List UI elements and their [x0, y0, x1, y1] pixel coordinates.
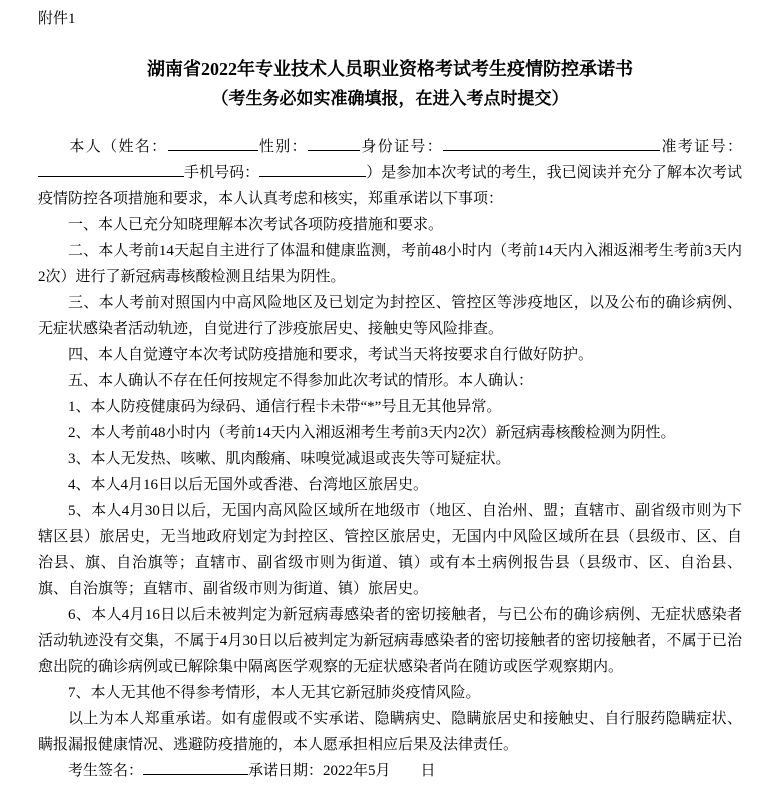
commitment-item-3: 三、本人考前对照国内中高风险地区及已划定为封控区、管控区等涉疫地区，以及公布的确诊病例、无症状感染者活动轨迹，自觉进行了涉疫旅居史、接触史等风险排查。	[38, 295, 742, 337]
phone-label: 手机号码：	[184, 165, 260, 181]
signature-line	[38, 758, 742, 784]
intro-text: ）是参加本次考试的考生，我已阅读并充分了解本次考试疫情防控各项措施和要求，本人认真考虑和核实，郑重承诺以下事项：	[38, 165, 742, 207]
commitment-item-4: 四、本人自觉遵守本次考试防疫措施和要求，考试当天将按要求自行做好防护。	[68, 347, 594, 363]
confirmation-item-2: 2、本人考前48小时内（考前14天内入湘返湘考生考前3天内2次）新冠病毒核酸检测为阴性。	[68, 425, 676, 441]
admission-ticket-label: 准考证号：	[660, 139, 742, 155]
commitment-item-5: 五、本人确认不存在任何按规定不得参加此次考试的情形。本人确认：	[68, 373, 534, 389]
name-label: 本人（姓名：	[68, 139, 168, 155]
signature-blank-field	[143, 759, 248, 775]
document-subtitle: （考生务必如实准确填报，在进入考点时提交）	[211, 89, 569, 108]
gender-label: 性别：	[257, 139, 308, 155]
phone-blank-field	[259, 161, 366, 177]
signature-label: 考生签名：	[68, 763, 144, 779]
intro-paragraph	[38, 134, 742, 212]
gender-blank-field	[308, 135, 360, 151]
confirmation-item-5: 5、本人4月30日以后，无国内高风险区域所在地级市（地区、自治州、盟；直辖市、副省级市则为下辖区县）旅居史，无当地政府划定为封控区、管控区旅居史，无国内中风险区域所在县（县级市、区、自治县、旗、自治旗等；直辖市、副省级市则为街道、镇）或有本土病例报告县（县级市、区、自治县、旗、自治旗等；直辖市、副省级市则为街道、镇）旅居史。	[38, 503, 742, 597]
confirmation-item-7: 7、本人无其他不得参考情形，本人无其它新冠肺炎疫情风险。	[68, 685, 481, 701]
commitment-item-1: 一、本人已充分知晓理解本次考试各项防疫措施和要求。	[68, 217, 444, 233]
document-body	[38, 134, 742, 784]
closing-paragraph: 以上为本人郑重承诺。如有虚假或不实承诺、隐瞒病史、隐瞒旅居史和接触史、自行服药隐瞒症状、瞒报漏报健康情况、逃避防疫措施的，本人愿承担相应后果及法律责任。	[38, 711, 742, 753]
title-block	[38, 54, 742, 114]
id-number-label: 身份证号：	[359, 139, 444, 155]
document-title: 湖南省2022年专业技术人员职业资格考试考生疫情防控承诺书	[147, 59, 633, 79]
confirmation-item-4: 4、本人4月16日以后无国外或香港、台湾地区旅居史。	[68, 477, 429, 493]
commitment-date-label: 承诺日期：2022年5月	[248, 763, 391, 779]
day-label: 日	[420, 763, 436, 779]
attachment-label: 附件1	[38, 11, 76, 27]
name-blank-field	[168, 135, 258, 151]
confirmation-item-3: 3、本人无发热、咳嗽、肌肉酸痛、味嗅觉减退或丧失等可疑症状。	[68, 451, 511, 467]
admission-ticket-blank-field	[38, 161, 184, 177]
day-blank-space	[391, 760, 421, 775]
confirmation-item-1: 1、本人防疫健康码为绿码、通信行程卡未带“*”号且无其他异常。	[68, 399, 502, 415]
id-number-blank-field	[443, 135, 660, 151]
commitment-item-2: 二、本人考前14天起自主进行了体温和健康监测，考前48小时内（考前14天内入湘返湘考生考前3天内2次）进行了新冠病毒核酸检测且结果为阴性。	[38, 243, 742, 285]
confirmation-item-6: 6、本人4月16日以后未被判定为新冠病毒感染者的密切接触者，与已公布的确诊病例、无症状感染者活动轨迹没有交集，不属于4月30日以后被判定为新冠病毒感染者的密切接触者的密切接触者，不属于已治愈出院的确诊病例或已解除集中隔离医学观察的无症状感染者尚在随访或医学观察期内。	[38, 607, 742, 675]
